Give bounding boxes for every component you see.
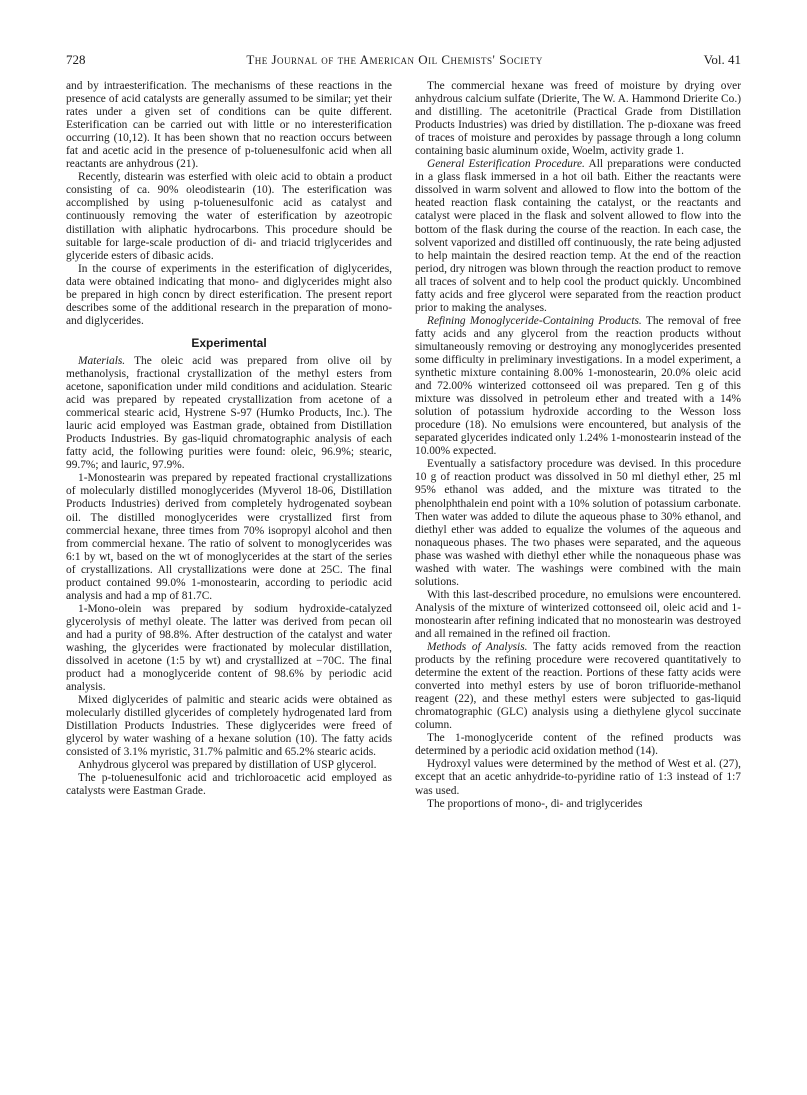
run-in-heading-refining: Refining Monoglyceride-Containing Products. <box>427 314 642 327</box>
paragraph-monoolein: 1-Mono-olein was prepared by sodium hydroxide-catalyzed glycerolysis of methyl oleate. The latter was derived from pecan oil and had a purity of 98.8%. After destruction of the catalyst and water washing, the glycerides were fractionated by molecular distillation, dissolved in acetone (1:5 by wt) and crystallized at −70C. The final product had a monoglyceride content of 98.6% by periodic acid analysis. <box>66 602 392 694</box>
paragraph-hydroxyl: Hydroxyl values were determined by the method of West et al. (27), except that an acetic anhydride-to-pyridine ratio of 1:3 instead of 1:7 was used. <box>415 758 741 797</box>
paragraph-intraesterification: and by intraesterification. The mechanisms of these reactions in the presence of acid catalysts are generally assumed to be similar; yet their rates under a given set of conditions can be quite different. Esterification can be carried out with little or no interesterification occurring (10,12). It has been shown that no reaction occurs between fat and acetic acid in the presence of p-toluenesulfonic acid when all reactants are anhydrous (21). <box>66 80 392 171</box>
paragraph-course-of-experiments: In the course of experiments in the esterification of diglycerides, data were obtained indicating that mono- and diglycerides might also be prepared in high concn by direct esterification. The present report describes some of the additional research in the preparation of mono- and diglycerides. <box>66 262 392 327</box>
paragraph-glycerol: Anhydrous glycerol was prepared by distillation of USP glycerol. <box>78 759 377 772</box>
run-in-heading-general: General Esterification Procedure. <box>427 158 585 171</box>
materials-text: The oleic acid was prepared from olive oil by methanolysis, fractional crystallization of the methyl esters from acetone, saponification under mild conditions and acidulation. Stearic acid was prepared by repeated crystallization from acetone of a commerical stearic acid, Hystrene S-97 (Humko Products, Inc.). The lauric acid employed was Eastman grade, obtained from Distillation Products Industries. By gas-liquid chromatographic analysis of each fatty acid, the following purities were found: oleic, 96.9%; stearic, 99.7%; and lauric, 97.9%. <box>66 354 392 472</box>
paragraph-recently: Recently, distearin was esterfied with oleic acid to obtain a product consisting of ca. 90% oleodistearin (10). The esterification was accomplished by using p-toluenesulfonic acid as catalyst and continuously removing the water of esterification by azeotropic distillation with aliphatic hydrocarbons. This procedure should be suitable for large-scale production of di- and triacid triglycerides and glyceride esters of dibasic acids. <box>66 171 392 262</box>
journal-title: The Journal of the American Oil Chemists' Society <box>246 52 543 67</box>
right-column <box>415 80 741 811</box>
paragraph-materials <box>66 355 392 472</box>
paragraph-hexane: The commercial hexane was freed of moisture by drying over anhydrous calcium sulfate (Drierite, The W. A. Hammond Drierite Co.) and distilling. The acetonitrile (Practical Grade from Distillation Products Industries) was dried by distillation. The p-dioxane was freed of traces of moisture and peroxides by passage through a long column containing basic aluminum oxide, Woelm, activity grade 1. <box>415 80 741 158</box>
paragraph-proportions: The proportions of mono-, di- and triglycerides <box>427 797 643 810</box>
paragraph-monostearin: 1-Monostearin was prepared by repeated fractional crystallizations of molecularly distilled monoglycerides (Myverol 18-06, Distillation Products Industries) derived from completely hydrogenated soybean oil. The distilled monoglycerides were crystallized first from commercial hexane, three times from 70% isopropyl alcohol and then from commercial hexane. The ratio of solvent to monoglycerides was 6:1 by wt, based on the wt of monoglycerides at the start of the series of crystallizations. All crystallizations were done at 25C. The final product contained 99.0% 1-monostearin, according to periodic acid analysis and had a mp of 81.7C. <box>66 472 392 602</box>
paragraph-methods <box>415 641 741 732</box>
paragraph-catalysts: The p-toluenesulfonic acid and trichloroacetic acid employed as catalysts were Eastman Grade. <box>66 772 392 798</box>
paragraph-with-procedure: With this last-described procedure, no emulsions were encountered. Analysis of the mixture of winterized cottonseed oil, oleic acid and 1-monostearin after refining indicated that no monostearin was destroyed and all remained in the refined oil fraction. <box>415 588 741 640</box>
run-in-heading-methods: Methods of Analysis. <box>427 641 528 654</box>
paragraph-monoglyceride-content: The 1-monoglyceride content of the refined products was determined by a periodic acid oxidation method (14). <box>415 732 741 758</box>
paragraph-general-esterification <box>415 158 741 315</box>
left-column <box>66 80 392 799</box>
methods-text: The fatty acids removed from the reaction products by the refining procedure were recovered quantitatively to determine the extent of the reaction. Portions of these fatty acids were converted into methyl esters by use of boron trifluoride-methanol reagent (22), and these methyl esters were subjected to gas-liquid chromatographic (GLC) analysis using a diethylene glycol succinate column. <box>415 641 741 732</box>
refining-text: The removal of free fatty acids and any glycerol from the reaction products without simultaneously removing or destroying any monoglycerides presented some difficulty in preliminary investigations. In a model experiment, a synthetic mixture containing 8.00% 1-monostearin, 20.0% oleic acid and 72.00% winterized cottonseed oil was prepared. Ten g of this mixture was dissolved in petroleum ether and treated with a 14% solution of potassium hydroxide according to the Wesson loss procedure (18). No emulsions were encountered, but analysis of the separated glycerides indicated only 1.24% 1-monostearin instead of the 10.00% expected. <box>415 314 741 458</box>
paragraph-eventually: Eventually a satisfactory procedure was devised. In this procedure 10 g of reaction product was dissolved in 50 ml diethyl ether, 25 ml 95% ethanol was added, and the mixture was titrated to the phenolphthalein end point with a 10% solution of potassium carbonate. Then water was added to dilute the aqueous phase to 30% ethanol, and diethyl ether was added to equalize the volumes of the aqueous and nonaqueous phases. The two phases were separated, and the aqueous phase was washed with diethyl ether while the nonaqueous phase was washed with water. The washings were combined with the main solutions. <box>415 458 741 588</box>
general-text: All preparations were conducted in a glass flask immersed in a hot oil bath. Either the reactants were dissolved in warm solvent and allowed to flow into the bottom of the heated reaction flask containing the catalyst, or the reactants and catalyst were placed in the flask and solvent allowed to flow into the bottom of the flask during the course of the reaction. In each case, the solvent vaporized and distilled off continuously, the rate being adjusted to help maintain the desired reaction temp. At the end of the reaction period, dry nitrogen was blown through the reaction product to remove all traces of solvent and to help cool the product quickly. Uncombined fatty acids and free glycerol were separated from the reaction product prior to making the analyses. <box>415 158 741 314</box>
paragraph-mixed-diglycerides: Mixed diglycerides of palmitic and stearic acids were obtained as molecularly distilled glycerides of completely hydrogenated lard from Distillation Products Industries. These diglycerides were freed of glycerol by water washing of a hexane solution (10). The fatty acids consisted of 3.1% myristic, 31.7% palmitic and 65.2% stearic acids. <box>66 694 392 759</box>
page-number: 728 <box>66 52 86 67</box>
paragraph-refining <box>415 315 741 459</box>
section-heading-experimental: Experimental <box>191 335 267 350</box>
running-header <box>66 52 741 72</box>
volume-label: Vol. 41 <box>703 52 741 67</box>
run-in-heading-materials: Materials. <box>78 354 126 367</box>
